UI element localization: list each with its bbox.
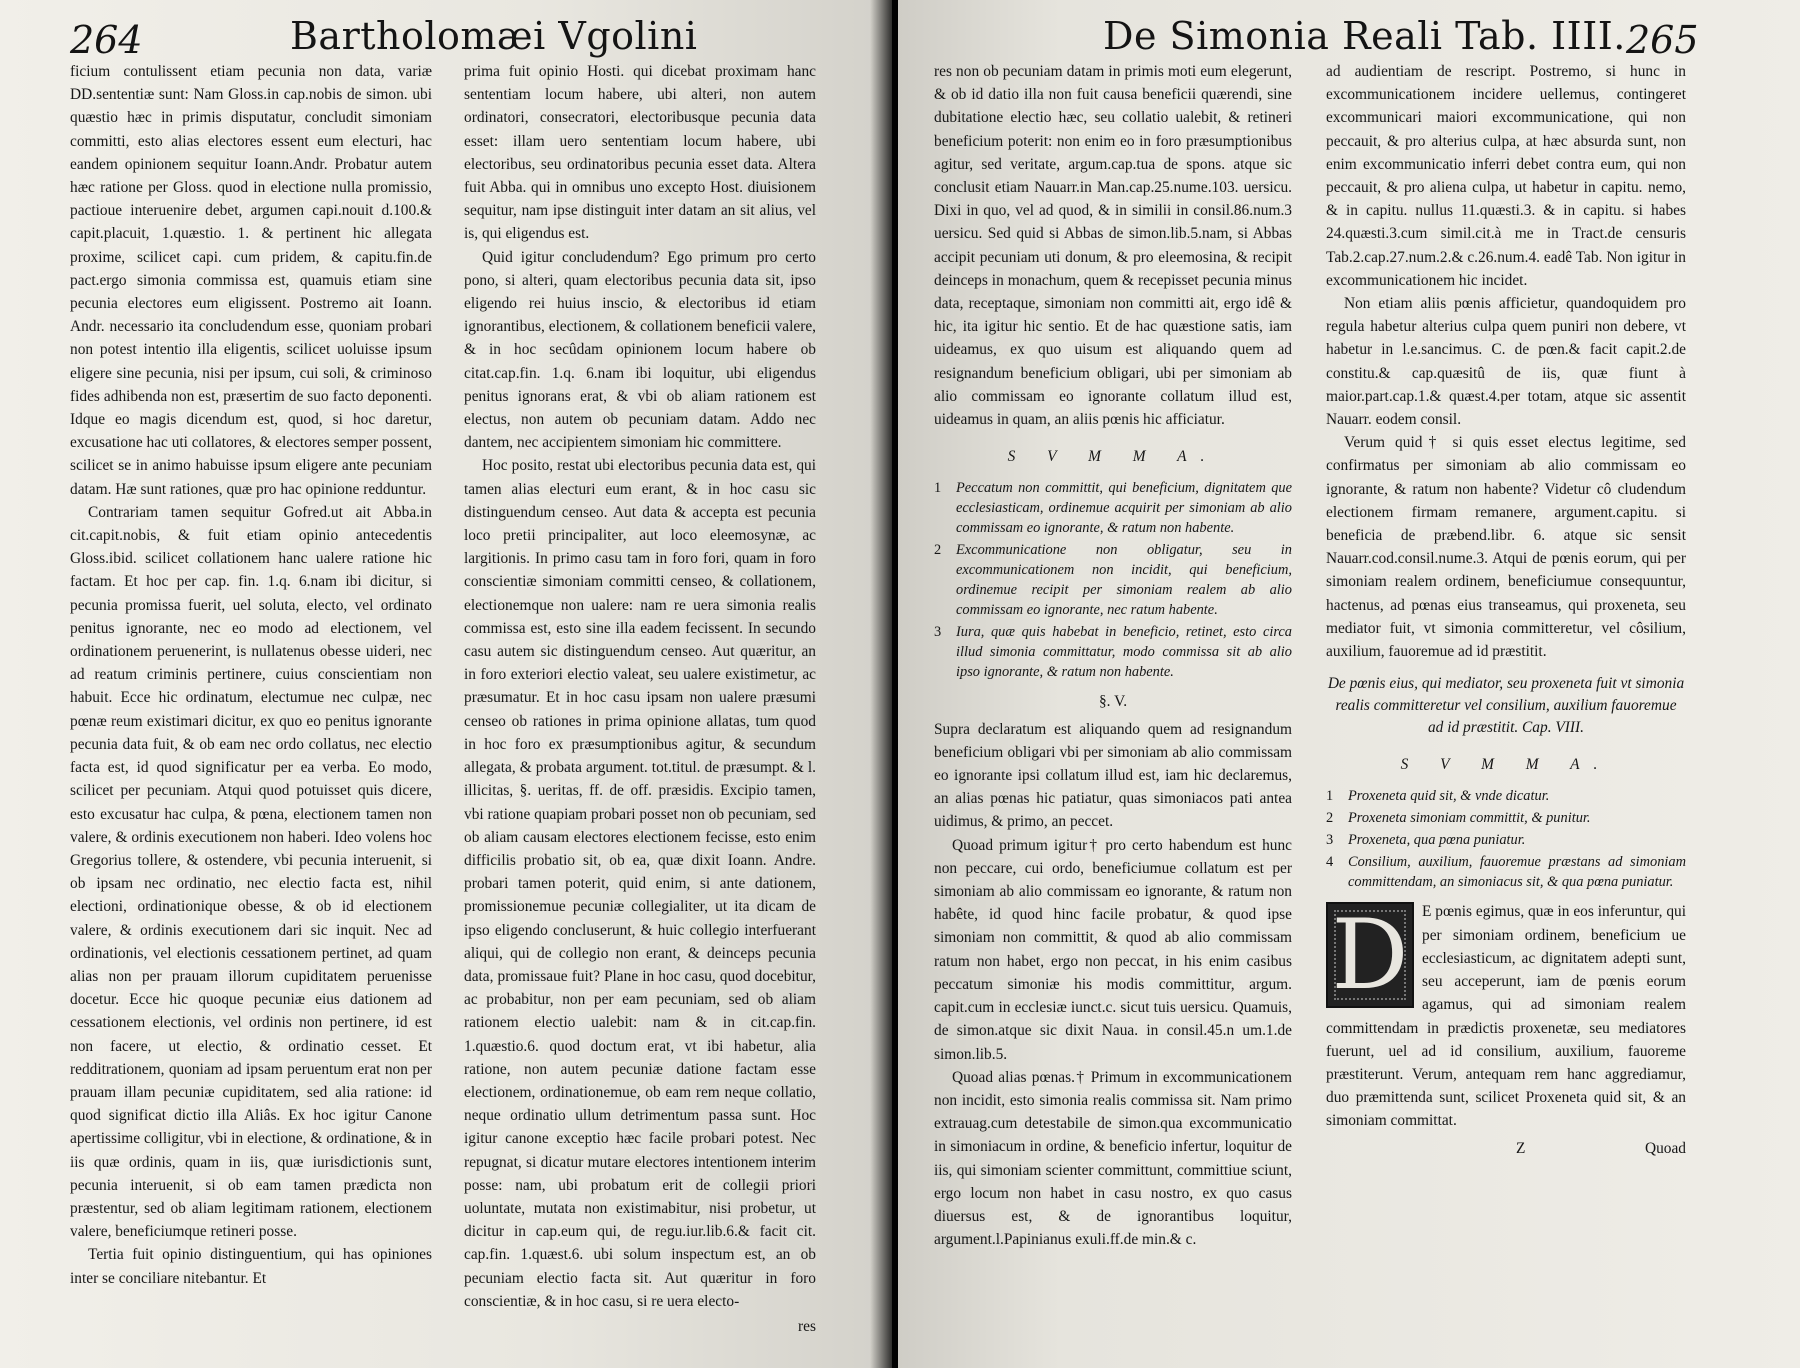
- running-head-right: De Simonia Reali Tab. IIII.: [1103, 14, 1626, 58]
- paragraph: Tertia fuit opinio distinguentium, qui has opiniones inter se conciliare nitebantur. Et: [70, 1246, 432, 1287]
- summa-list: [1326, 786, 1686, 892]
- summa-item: 2 Proxeneta simoniam committit, & punitur.: [1326, 810, 1591, 827]
- paragraph: Quoad alias pœnas.† Primum in excommunicationem non incidit, esto simonia realis commissa sit. Nam primo extrauag.cum detestabile de simon.qua excommunicatio in simoniacum in ordine, & beneficio infertur, loquitur de iis, qui simoniam scienter committunt, committiue sciunt, ergo locum non habet in casu nostro, ex quo casus diuersus est, & de ignorantibus loquitur, argument.l.Papinianus exuli.ff.de min.& c.: [934, 1068, 1292, 1249]
- paragraph: Contrariam tamen sequitur Gofred.ut ait Abba.in cit.capit.nobis, & fuit etiam opinio antecedentis Gloss.ibid. scilicet collationem hanc ualere ratione hic factam. Et hoc per cap. fin. 1.q. 6.nam ibi dicitur, si pecunia promissa fuerit, uel soluta, electo, vel ordinato penitus ignorante, nec eo modo ad electionem, vel ordinationem peruenerint, is nullatenus obesse uideri, nec ad reatum criminis pertinere, cuius conscientiam non habuit. Ecce hic ordinatum, electumue nec culpæ, nec pœnæ reum existimari dicitur, ex quo eo penitus ignorante pecunia data fuit, & ob eam nec ordo collatus, nec electio facta est, id quod significatur per ea verba. Eo modo, scilicet per pecuniam. Atqui quod potuisset quis dicere, esto excusatur hac culpa, & pœna, electionem tamen non valere, & ordinis executionem non haberi. Ideo volens hoc Gregorius tollere, & ostendere, vbi pecunia interuenit, si ob ipsam nec ordinatio, nec electio facta est, nihil electioni, ordinationique obesse, & ob id electionem valere, & ordinis executionem dari sic inquit. Nec ad ordinationis, vel electionis cessationem pertinet, ad quam alias non per prauam illorum cupiditatem peruenisse docetur. Ecce hic quoque pecuniæ eius dationem ad cessationem electionis, vel ordinis non pertinere, id est non facere, ut electio, & ordinatio cesset. Et redditrationem, quoniam ad ipsam peruentum erat non per prauam illam pecuniæ cupiditatem, sed alia ratione: id quod significat dictio illa Aliâs. Ex hoc igitur Canone apertissime colligitur, vbi in electione, & ordinatione, & in iis quæ ordinis, quam in iis, quæ iurisdictionis sunt, pecunia interuenit, si ob eam tamen prædicta non præstentur, sed ob aliam legitimam rationem, electionem valere, beneficiumque retineri posse.: [70, 503, 432, 1241]
- summa-item: 4 Consilium, auxilium, fauoremue præstans ad simoniam committendam, an simoniacus sit, & qua pœna puniatur.: [1326, 854, 1686, 891]
- summa-list: [934, 478, 1292, 682]
- summa-item: 2 Excommunicatione non obligatur, seu in excommunicationem non incidit, qui beneficium, ordinemue recipit per simoniam realem ab alio commissam eo ignorante, nec ratum habente.: [934, 542, 1292, 619]
- left-column-2: [464, 60, 816, 1338]
- catchword-left: res: [798, 1317, 816, 1335]
- paragraph: Verum quid† si quis esset electus legitime, sed confirmatus per simoniam ab alio commissam eo ignorante, & ratum non habente? Videtur cô cludendum electionem firmam remanere, argument.capitu. si beneficia de præbend.libr. 6. atque sic sensit Nauarr.cod.consil.nume.3. Atqui de pœnis eorum, qui per simoniam realem ordinem, beneficiumue consequuntur, hactenus, ad pœnas eius transeamus, qui proxeneta, seu mediator fuit, vt simonia committeretur, vel côsilium, auxilium, fauoremue ad id præstitit.: [1326, 434, 1686, 661]
- summa-title: S V M M A.: [1400, 756, 1612, 774]
- paragraph: Hoc posito, restat ubi electoribus pecunia data est, qui tamen alias electuri eum erant, & in hoc casu sic distinguendum censeo. Aut data & accepta est pecunia loco pretii principaliter, aut loco eleemosynæ, ac largitionis. In primo casu tam in foro fori, quam in foro conscientiæ simoniam committi censeo, & collationem, electionemque non ualere: nam re uera simonia realis commissa est, esto sine illa eadem fecissent. In secundo casu autem sic distinguendum censeo. Aut quæritur, an in foro exteriori electio valeat, seu ualere existimetur, ac præsumatur. Et in hoc casu ipsam non ualere præsumi censeo ob rationes in prima opinione allatas, tum quod in hoc foro ex præsumptionibus agitur, & secundum allegata, & probata argument. tot.titul. de præsumpt. & l. illicitas, §. ueritas, ff. de off. præsidis. Excipio tamen, vbi ratione quapiam probari posset non ob pecuniam, sed ob aliam causam electores electionem fecisse, esto enim difficilis probatio sit, ob ea, quæ dixit Ioann. Andre. probari tamen poterit, quid enim, si ante dationem, promissionemue pecuniæ collegialiter, ut ita dicam de ipso eligendo concluserunt, & huic collegio interfuerant aliqui, qui de collegio non erant, & deinceps pecunia data, promissaue fuit? Plane in hoc casu, quod docebitur, ac probabitur, non per eam pecuniam, sed ob aliam rationem electio ualebit: nam & in cit.cap.fin. 1.quæstio.6. quod doctum erat, vt ibi habetur, alia ratione, non autem pecuniæ datione factam esse electionem, ordinationemue, ob eam rem neque collatio, neque ordinatio ullum detrimentum passa sunt. Hoc igitur canone exceptio hæc facile probari potest. Nec repugnat, si dicatur mutare electores intentionem interim posse: nam, ubi probatum erit de collegii priori uoluntate, mutata non existimabitur, nisi probetur, ut dicitur in cap.eum qui, de regu.iur.lib.6.& facit cit. cap.fin. 1.quæst.6. ubi solum inspectum est, an ob pecuniam electio facta sit. Aut quæritur in foro conscientiæ, & in hoc casu, si re uera electo-: [464, 457, 816, 1310]
- paragraph: Quoad primum igitur† pro certo habendum est hunc non peccare, cui ordo, beneficiumue collatum est per simoniam ab alio commissam eo ignorante, & ratum non habête, id quod hinc facile probatur, & quod ipse simoniam non committit, & quod ab alio commissam ratum non habet, ergo non peccat, in his enim casibus peccatum simoniæ his modis committitur, argum. capit.cum in ecclesiæ iunct.c. sicut tuis uersicu. Quamuis, de simon.atque sic dixit Naua. in consil.45.n um.1.de simon.lib.5.: [934, 836, 1292, 1063]
- left-column-1: [70, 60, 432, 1290]
- drop-cap-letter: D: [1331, 899, 1409, 1012]
- chapter-heading: De pœnis eius, qui mediator, seu proxeneta fuit vt simonia realis committeretur vel consilium, auxilium fauoremue ad id præstitit. Cap. VIII.: [1327, 675, 1685, 737]
- signature-mark: Z: [1516, 1139, 1526, 1157]
- paragraph: ad audientiam de rescript. Postremo, si hunc in excommunicationem incidere uellemus, contingeret excommunicari maiori excommunicatione, qui non peccauit, & pro alterius culpa, at hæc absurda sunt, non enim excommunicatio inferri debet contra eum, qui non peccauit, & pro aliena culpa, ut habetur in capitu. nemo, & in capitu. nullus 11.quæsti.3. & in capitu. si habes 24.quæsti.3.cum simil.cit.à me in Tract.de censuris Tab.2.cap.27.num.2.& c.26.num.4. eadê Tab. Non igitur in excommunicationem hic incidet.: [1326, 63, 1686, 289]
- summa-item: 1 Proxeneta quid sit, & vnde dicatur.: [1326, 788, 1550, 805]
- summa-item: 3 Proxeneta, qua pœna puniatur.: [1326, 832, 1526, 849]
- drop-cap-ornament: [1326, 899, 1414, 1012]
- left-page: [0, 0, 892, 1368]
- catchword-right: Quoad: [1644, 1139, 1686, 1157]
- summa-item: 3 Iura, quæ quis habebat in beneficio, retinet, esto circa illud simonia committatur, modo commissa sit ab alio ipso ignorante, & ratum non habente.: [934, 624, 1292, 681]
- folio-left: 264: [70, 18, 143, 62]
- paragraph: E pœnis egimus, quæ in eos inferuntur, qui per simoniam ordinem, beneficium ue ecclesiasticum, ac dignitatem adepti sunt, seu acceperunt, iam de pœnis eorum agamus, qui ad simoniam realem committendam in prædictis proxenetæ, seu mediatores fuerunt, uel ad id consilium, auxilium, fauoreme præstiterunt. Verum, antequam rem hanc aggrediamur, duo præmittenda sunt, scilicet Proxeneta quid sit, & an simoniam committat.: [1326, 903, 1686, 1130]
- signature-line: [1326, 1137, 1686, 1160]
- right-column-1: [934, 60, 1292, 1251]
- paragraph: res non ob pecuniam datam in primis moti eum elegerunt, & ob id datio illa non fuit causa beneficii quærendi, sine dubitatione electio hæc, seu collatio ualebit, & retineri beneficium poterit: non enim eo in foro præsumptionibus agitur, sed veritate, argum.cap.tua de spons. atque sic conclusit etiam Nauarr.in Man.cap.25.nume.103. uersicu. Dixi in quo, vel ad quod, & in similii in consil.86.num.3 uersicu. Sed quid si Abbas de simon.lib.5.nam, si Abbas accipit pecuniam uti donum, & pro eleemosina, & recipit deinceps in monachum, quem & recepisset pecunia minus data, receptaque, simoniam non committi ait, ergo idê & hic, ita igitur hic sentio. Et de hac quæstione satis, iam uideamus, ex quo uisum est aliquando quem ad resignandum beneficium obligari, ubi per simoniam ab alio commissam eo ignorante collatum illud est, uideamus in quam, an aliis pœnis hic afficiatur.: [934, 63, 1292, 429]
- folio-right: 265: [1626, 18, 1699, 62]
- paragraph: prima fuit opinio Hosti. qui dicebat proximam hanc sententiam locum habere, ubi alteri, non autem ordinatori, consecratori, electoribusque pecunia data esset: illam uero sententiam locum habere, ubi electoribus, seu ordinatoribus pecunia esset data. Altera fuit Abba. qui in omnibus uno excepto Host. diuisionem sequitur, nam ipse distinguit inter datam an sit alius, vel is, qui eligendus est.: [464, 63, 816, 243]
- right-page: [898, 0, 1800, 1368]
- summa-title: S V M M A.: [1007, 448, 1219, 466]
- paragraph: Quid igitur concludendum? Ego primum pro certo pono, si alteri, quam electoribus pecunia data sit, ipso eligendo rei huius inscio, & electoribus id etiam ignorantibus, electionem, & collationem beneficii valere, & in hoc secûdam opinionem locum habere ob citat.cap.fin. 1.q. 6.nam ibi loquitur, ubi eligendus penitus ignorans erat, & vbi ob aliam rationem est electus, non autem ob pecuniam datam. Addo nec dantem, nec accipientem simoniam hic committere.: [464, 248, 816, 452]
- decorated-paragraph: [1326, 900, 1686, 1132]
- ornament-border: [1334, 910, 1406, 1000]
- paragraph: ficium contulissent etiam pecunia non data, variæ DD.sententiæ sunt: Nam Gloss.in cap.nobis de simon. ubi quæstio hæc in primis disputatur, concludit simoniam committi, esto alias electores essent eum electuri, hac eandem opinionem sequitur Ioann.Andr. Probatur autem hæc ratione per Gloss. quod in electione nulla promissio, pactioue interuenire debet, argumen capi.nouit d.100.& capit.placuit, 1.quæstio. 1. & pertinent hic allegata proxime, scilicet capi. cum pridem, & capitu.fin.de pact.ergo simonia commissa est, quamuis etiam sine pecunia electores eum eligissent. Postremo ait Ioann. Andr. necessario ita concludendum esse, quoniam probari non potest intentio illa eligentis, scilicet uoluisse ipsum eligere sine pecunia, nisi per ipsum, cui soli, & criminoso fides adhibenda non est, præsertim de suo facto deponenti. Idque eo magis dicendum est, quod, si hoc daretur, excusatione hac uti collatores, & electores semper possent, scilicet se in animo habuisse ipsum eligere ante pecuniam datam. Hæ sunt rationes, quæ pro hac opinione redduntur.: [70, 63, 432, 498]
- paragraph: Supra declaratum est aliquando quem ad resignandum beneficium obligari vbi per simoniam ab alio commissam eo ignorante ipsi collatum illud est, iam hic declaremus, an alias pœnas hic patiatur, quas simoniacos pati antea uidimus, & primo, an peccet.: [934, 720, 1292, 831]
- right-column-2: [1326, 60, 1686, 1160]
- running-head-left: Bartholomæi Vgolini: [290, 14, 698, 58]
- summa-item: 1 Peccatum non committit, qui beneficium, dignitatem que ecclesiasticam, ordinemue acquirit per simoniam ab alio commissam eo ignorante, & ratum non habente.: [934, 480, 1292, 537]
- paragraph: Non etiam aliis pœnis afficietur, quandoquidem pro regula habetur alterius culpa quem puniri non debere, vt habetur in l.e.sancimus. C. de pœn.& facit capit.2.de constitu.& cap.quæsitû de iis, quæ fiunt à maior.part.cap.1.& quæst.4.per totam, atque sic assentit Nauarr. eodem consil.: [1326, 295, 1686, 429]
- section-mark: §. V.: [1098, 693, 1128, 711]
